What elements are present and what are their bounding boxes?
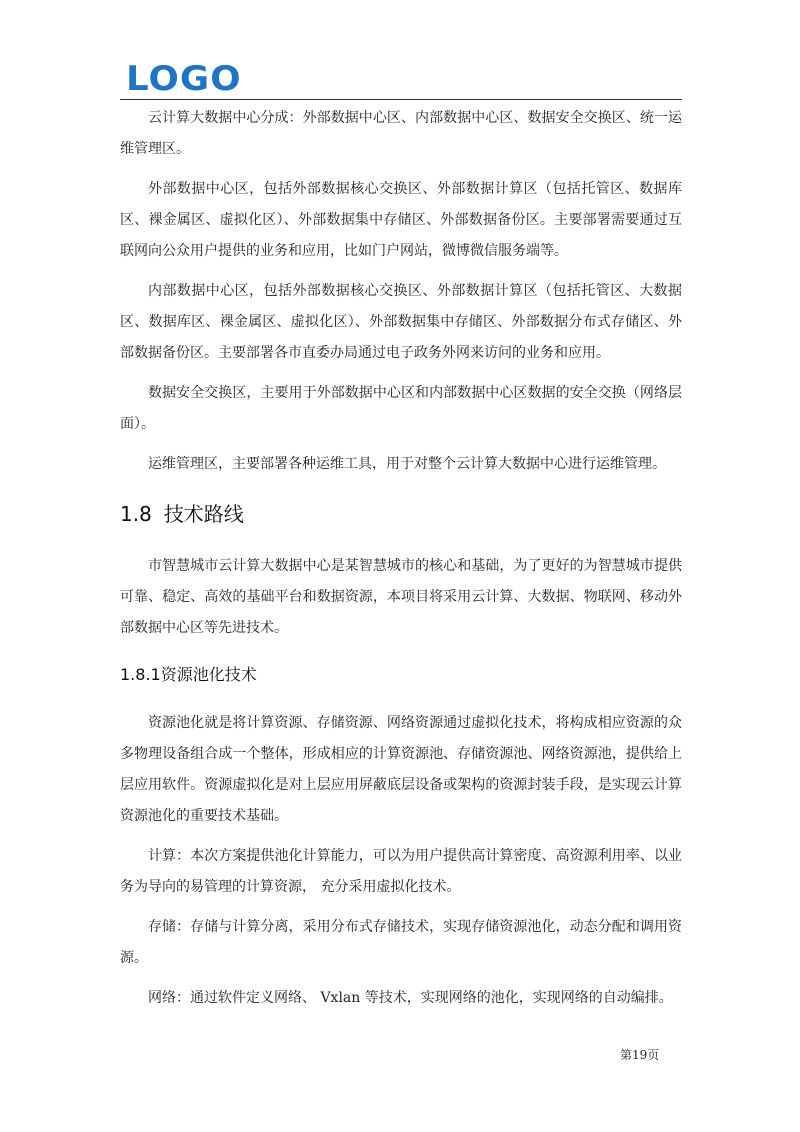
paragraph-network: 网络：通过软件定义网络、 Vxlan 等技术，实现网络的池化，实现网络的自动编排。 bbox=[148, 990, 673, 1006]
page-header bbox=[120, 59, 682, 102]
page-number: 第19页 bbox=[620, 1048, 660, 1062]
paragraph-tech-route: 市智慧城市云计算大数据中心是某智慧城市的核心和基础，为了更好的为智慧城市提供可靠、稳定、高效的基础平台和数据资源，本项目将采用云计算、大数据、物联网、移动外部数据中心区等先进技术。 bbox=[120, 558, 682, 636]
paragraph-resource-pooling: 资源池化就是将计算资源、存储资源、网络资源通过虚拟化技术，将构成相应资源的众多物理设备组合成一个整体，形成相应的计算资源池、存储资源池、网络资源池，提供给上层应用软件。资源虚拟化是对上层应用屏蔽底层设备或架构的资源封装手段，是实现云计算资源池化的重要技术基础。 bbox=[120, 715, 682, 824]
section-heading-1-8-1 bbox=[120, 662, 682, 688]
paragraph-compute: 计算：本次方案提供池化计算能力，可以为用户提供高计算密度、高资源利用率、以业务为导向的易管理的计算资源， 充分采用虚拟化技术。 bbox=[120, 848, 682, 895]
section-number: 1.8 bbox=[120, 502, 152, 526]
paragraph-internal-data-center: 内部数据中心区，包括外部数据核心交换区、外部数据计算区（包括托管区、大数据区、数据库区、裸金属区、虚拟化区）、外部数据集中存储区、外部数据分布式存储区、外部数据备份区。主要部署各市直委办局通过电子政务外网来访问的业务和应用。 bbox=[120, 283, 682, 361]
paragraph-external-data-center: 外部数据中心区，包括外部数据核心交换区、外部数据计算区（包括托管区、数据库区、裸金属区、虚拟化区）、外部数据集中存储区、外部数据备份区。主要部署需要通过互联网向公众用户提供的业务和应用，比如门户网站，微博微信服务端等。 bbox=[120, 181, 682, 259]
paragraph-security-exchange: 数据安全交换区，主要用于外部数据中心区和内部数据中心区数据的安全交换（网络层面）。 bbox=[120, 385, 682, 432]
logo: LOGO bbox=[126, 59, 242, 99]
subsection-title: 资源池化技术 bbox=[160, 665, 257, 684]
section-title: 技术路线 bbox=[163, 502, 244, 526]
paragraph-intro-overview: 云计算大数据中心分成：外部数据中心区、内部数据中心区、数据安全交换区、统一运维管理区。 bbox=[120, 110, 682, 157]
document-body bbox=[120, 100, 682, 1014]
paragraph-storage: 存储：存储与计算分离，采用分布式存储技术，实现存储资源池化，动态分配和调用资源。 bbox=[120, 919, 682, 966]
paragraph-ops-management: 运维管理区，主要部署各种运维工具，用于对整个云计算大数据中心进行运维管理。 bbox=[148, 456, 666, 472]
section-heading-1-8 bbox=[120, 499, 682, 529]
subsection-number: 1.8.1 bbox=[120, 665, 161, 684]
